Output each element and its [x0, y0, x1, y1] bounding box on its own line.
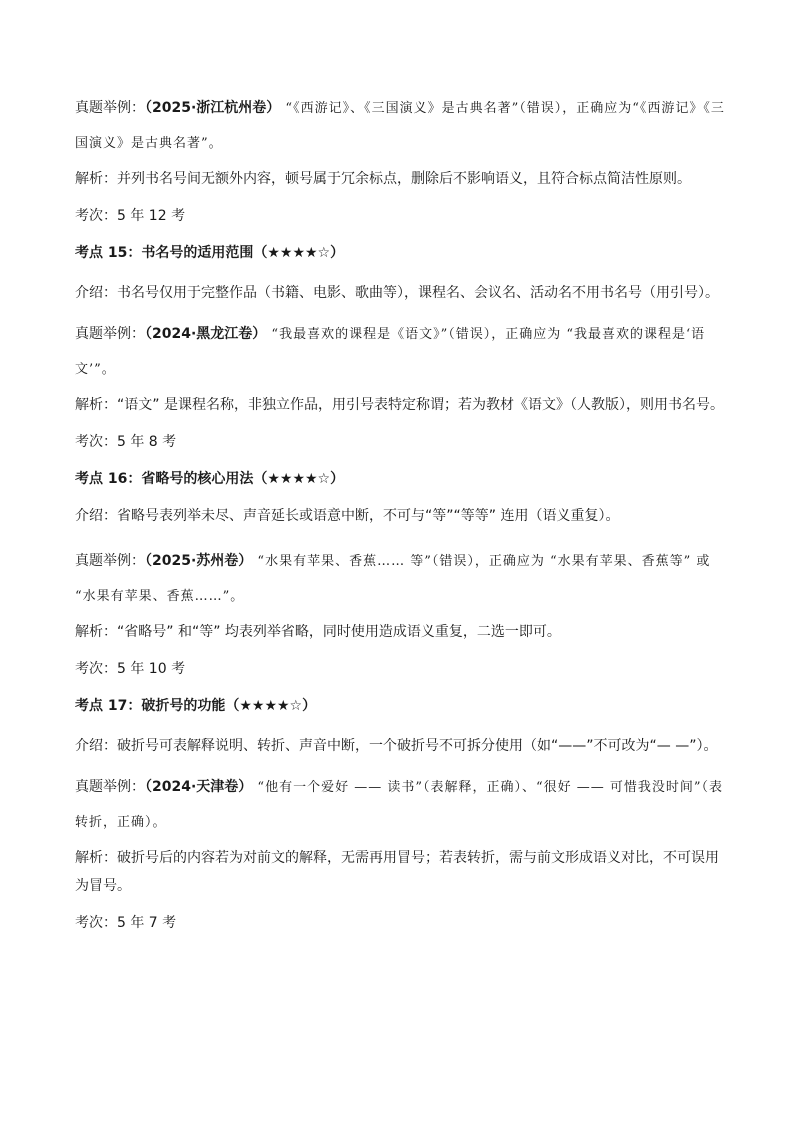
- example-source: （2025·浙江杭州卷）: [145, 100, 281, 116]
- document-page: [75, 91, 730, 946]
- example-source: （2024·黑龙江卷）: [145, 326, 267, 342]
- exam-example: [75, 770, 730, 840]
- point-title: 考点 16：省略号的核心用法（★★★★☆）: [75, 471, 345, 487]
- example-text: “《西游记》、《三国演义》是古典名著”（错误），正确应为“《西游记》《三国演义》是古典名著”。: [75, 101, 725, 151]
- analysis-label: 解析：: [75, 397, 117, 413]
- frequency-label: 考次：: [75, 915, 117, 931]
- analysis: [75, 844, 730, 900]
- intro-text: 省略号表列举未尽、声音延长或语意中断，不可与“等”“等等” 连用（语义重复）。: [117, 508, 620, 524]
- intro-text: 书名号仅用于完整作品（书籍、电影、歌曲等），课程名、会议名、活动名不用书名号（用引号）。: [117, 285, 719, 301]
- example-source: （2025·苏州卷）: [145, 553, 253, 569]
- exam-example: [75, 544, 730, 614]
- example-label: 真题举例：: [75, 779, 145, 795]
- intro-label: 介绍：: [75, 285, 117, 301]
- exam-frequency: [75, 909, 730, 937]
- analysis-text: “语文” 是课程名称，非独立作品，用引号表特定称谓；若为教材《语文》（人教版），则用书名号。: [117, 397, 724, 413]
- analysis-label: 解析：: [75, 850, 117, 866]
- analysis: [75, 618, 730, 646]
- frequency-text: 5 年 10 考: [117, 661, 186, 677]
- analysis-label: 解析：: [75, 624, 117, 640]
- intro-label: 介绍：: [75, 508, 117, 524]
- exam-frequency: [75, 655, 730, 683]
- exam-frequency: [75, 428, 730, 456]
- frequency-label: 考次：: [75, 661, 117, 677]
- point-intro: [75, 729, 730, 763]
- analysis: [75, 391, 730, 419]
- point-intro: [75, 502, 730, 530]
- example-source: （2024·天津卷）: [145, 779, 253, 795]
- frequency-text: 5 年 8 考: [117, 434, 177, 450]
- example-label: 真题举例：: [75, 553, 145, 569]
- analysis: [75, 165, 730, 193]
- point-title: 考点 17：破折号的功能（★★★★☆）: [75, 698, 317, 714]
- frequency-label: 考次：: [75, 208, 117, 224]
- analysis-label: 解析：: [75, 171, 117, 187]
- intro-label: 介绍：: [75, 738, 117, 754]
- analysis-text: 破折号后的内容若为对前文的解释，无需再用冒号；若表转折，需与前文形成语义对比，不可误用为冒号。: [75, 850, 719, 894]
- exam-example: [75, 91, 730, 161]
- example-label: 真题举例：: [75, 326, 145, 342]
- analysis-text: 并列书名号间无额外内容，顿号属于冗余标点，删除后不影响语义，且符合标点简洁性原则。: [117, 171, 691, 187]
- frequency-text: 5 年 7 考: [117, 915, 177, 931]
- exam-frequency: [75, 202, 730, 230]
- example-label: 真题举例：: [75, 100, 145, 116]
- frequency-text: 5 年 12 考: [117, 208, 186, 224]
- example-text: “水果有苹果、香蕉…… 等”（错误），正确应为 “水果有苹果、香蕉等” 或 “水果有苹果、香蕉……”。: [75, 554, 711, 604]
- intro-text: 破折号可表解释说明、转折、声音中断，一个破折号不可拆分使用（如“——”不可改为“— —”）。: [117, 738, 718, 754]
- analysis-text: “省略号” 和“等” 均表列举省略，同时使用造成语义重复，二选一即可。: [117, 624, 561, 640]
- point-intro: [75, 276, 730, 310]
- example-text: “我最喜欢的课程是《语文》”（错误），正确应为 “我最喜欢的课程是‘语文’”。: [75, 327, 706, 377]
- frequency-label: 考次：: [75, 434, 117, 450]
- example-text: “他有一个爱好 —— 读书”（表解释，正确）、“很好 —— 可惜我没时间”（表转折，正确）。: [75, 780, 724, 830]
- exam-example: [75, 317, 730, 387]
- point-title: 考点 15：书名号的适用范围（★★★★☆）: [75, 245, 345, 261]
